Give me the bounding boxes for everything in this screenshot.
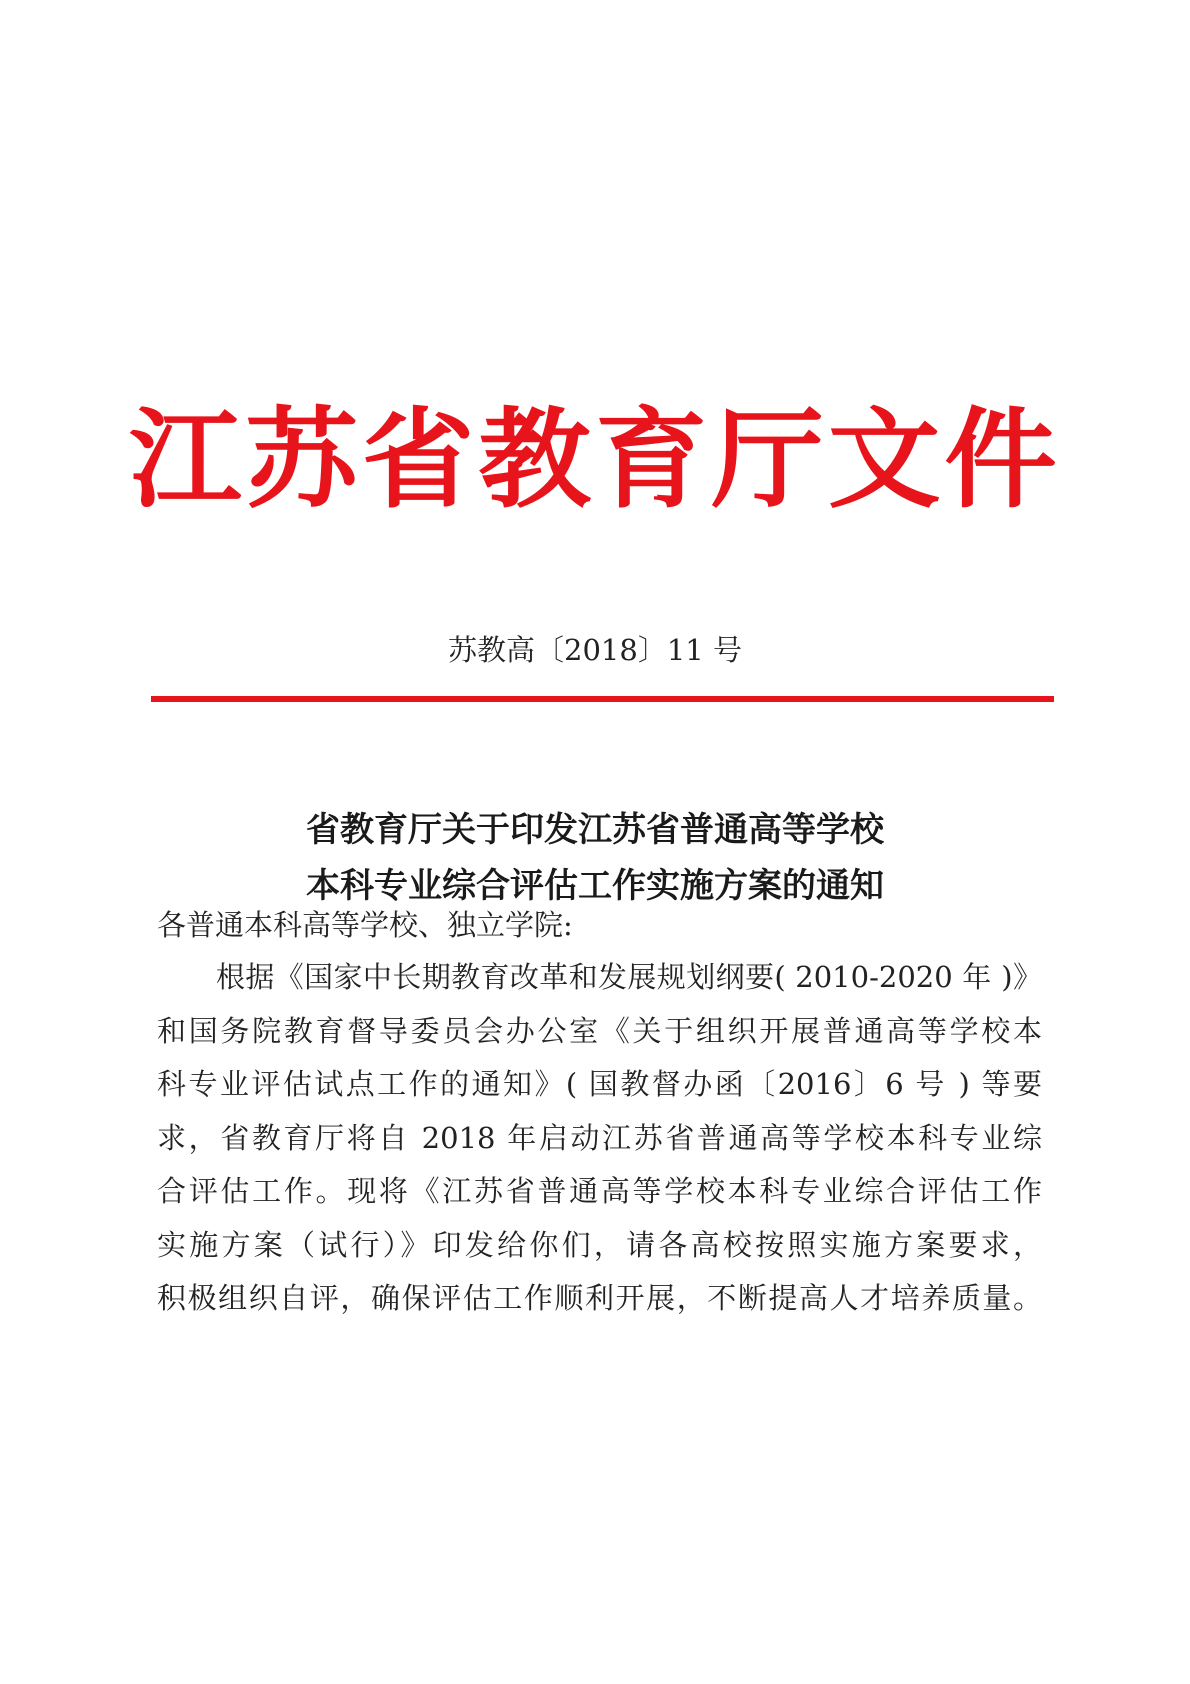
salutation: 各普通本科高等学校、独立学院: (157, 908, 573, 942)
body-line: 积极组织自评，确保评估工作顺利开展，不断提高人才培养质量。 (157, 1281, 1042, 1315)
body-line: 实施方案（试行）》印发给你们，请各高校按照实施方案要求， (157, 1228, 1042, 1262)
red-divider-line (151, 696, 1054, 702)
document-number: 苏教高〔2018〕11 号 (448, 633, 742, 667)
body-line: 合评估工作。现将《江苏省普通高等学校本科专业综合评估工作 (157, 1174, 1042, 1208)
notice-title-line-2: 本科专业综合评估工作实施方案的通知 (306, 866, 884, 906)
masthead-title: 江苏省教育厅文件 (129, 397, 1061, 523)
body-line: 科专业评估试点工作的通知》( 国教督办函〔2016〕6 号 ) 等要 (157, 1067, 1042, 1101)
body-line: 求，省教育厅将自 2018 年启动江苏省普通高等学校本科专业综 (157, 1121, 1042, 1155)
body-line: 和国务院教育督导委员会办公室《关于组织开展普通高等学校本 (157, 1014, 1042, 1048)
notice-title-line-1: 省教育厅关于印发江苏省普通高等学校 (306, 810, 884, 850)
body-line: 根据《国家中长期教育改革和发展规划纲要( 2010-2020 年 )》 (216, 960, 1042, 994)
